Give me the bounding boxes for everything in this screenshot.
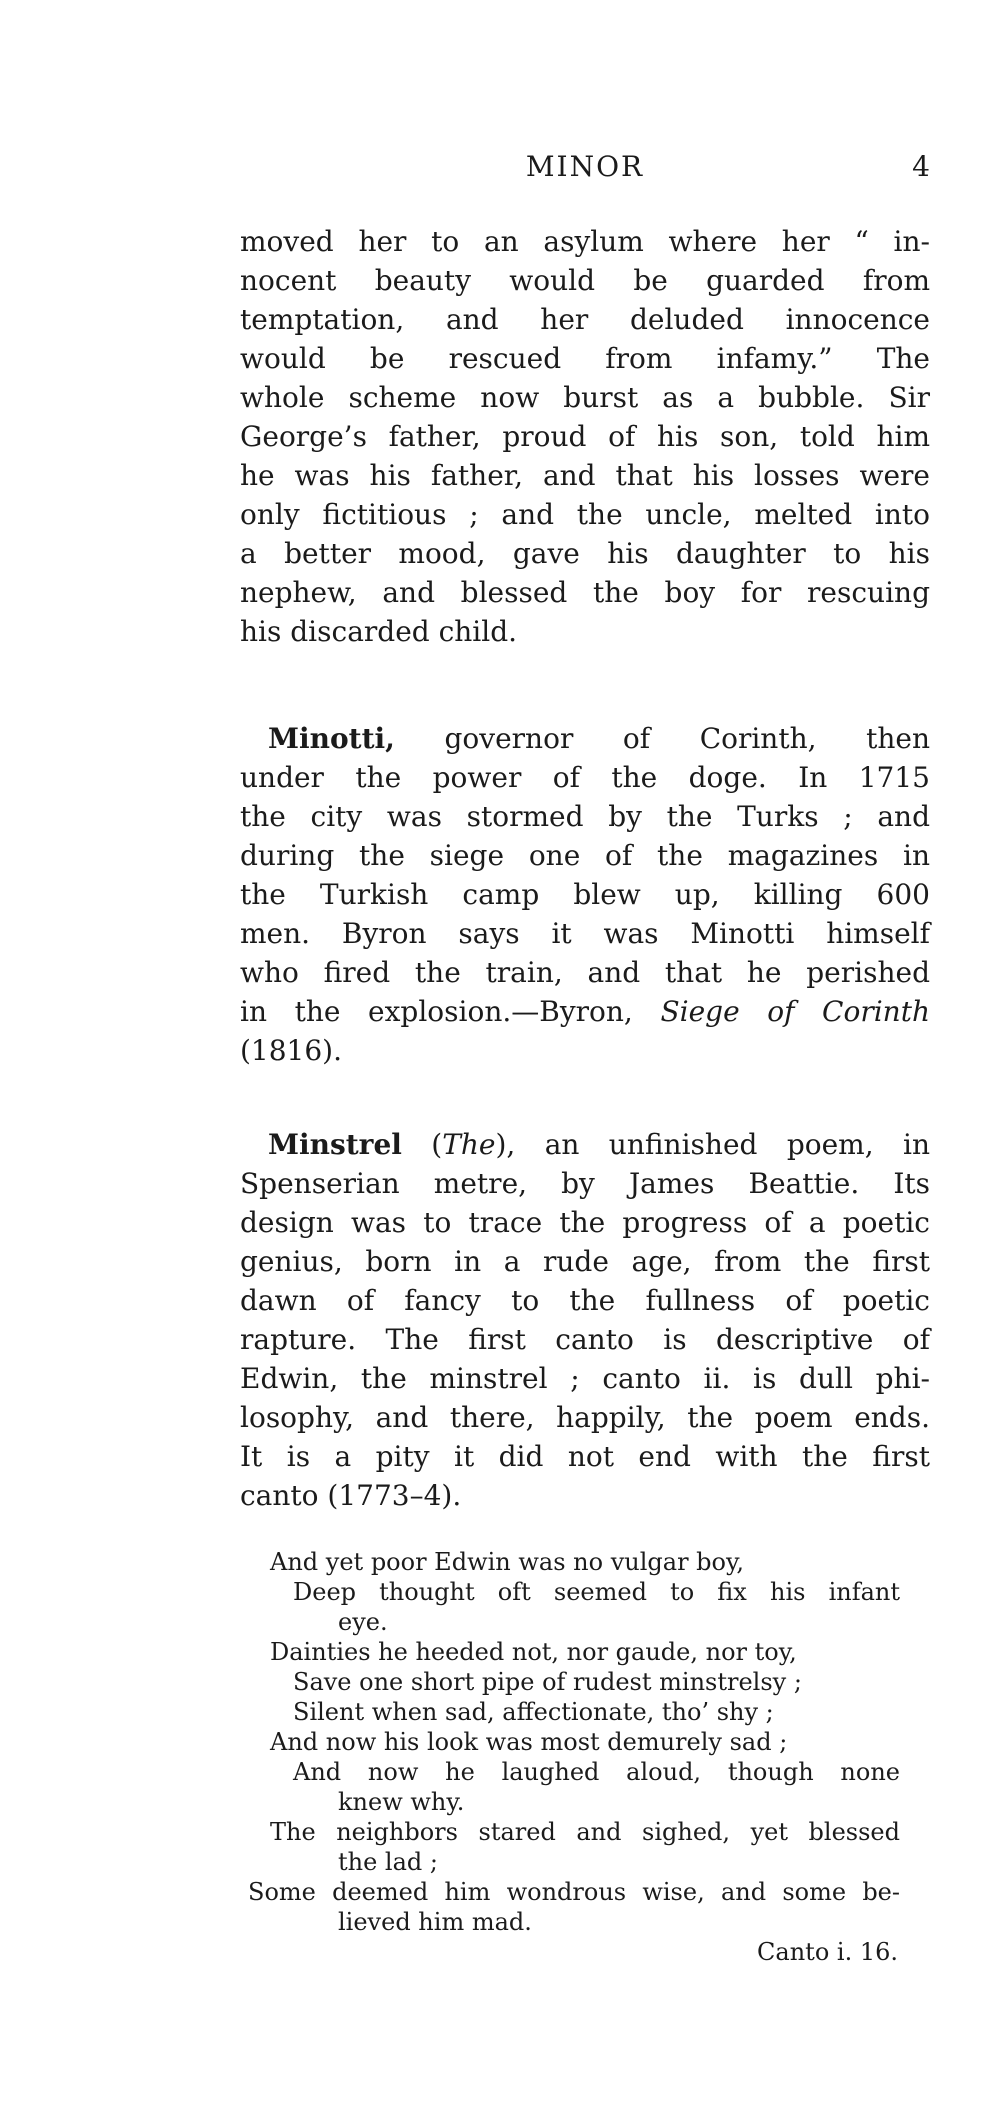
text-line: losophy, and there, happily, the poem ends.: [240, 1401, 930, 1434]
text-line: (1816).: [240, 1034, 343, 1067]
text-line: only fictitious ; and the uncle, melted into: [240, 498, 930, 531]
poem-line: And now his look was most demurely sad ;: [270, 1728, 788, 1756]
text-line: the city was stormed by the Turks ; and: [240, 800, 930, 833]
text-line: genius, born in a rude age, from the first: [240, 1245, 930, 1278]
entry-paragraph-minotti: [240, 719, 930, 1070]
poem-line: Deep thought oft seemed to fix his infant: [293, 1578, 900, 1606]
entry-term-minotti: Minotti,: [268, 722, 395, 755]
text-line: rapture. The first canto is descriptive of: [240, 1323, 930, 1356]
work-title-italic: Siege of Corinth: [660, 995, 930, 1028]
text-line: Edwin, the minstrel ; canto ii. is dull phi-: [240, 1362, 930, 1395]
text-line: the Turkish camp blew up, killing 600: [240, 878, 930, 911]
text-line: a better mood, gave his daughter to his: [240, 537, 930, 570]
text-line: George’s father, proud of his son, told him: [240, 420, 930, 453]
poem-line: And now he laughed aloud, though none: [293, 1758, 900, 1786]
article-italic: The: [442, 1128, 496, 1161]
text-segment: (: [401, 1128, 443, 1161]
poem-line: lieved him mad.: [338, 1908, 532, 1936]
text-line: whole scheme now burst as a bubble. Sir: [240, 381, 930, 414]
poem-attribution: Canto i. 16.: [757, 1938, 898, 1966]
text-line: [240, 1125, 930, 1164]
text-line: he was his father, and that his losses were: [240, 459, 930, 492]
text-line: during the siege one of the magazines in: [240, 839, 930, 872]
text-line: It is a pity it did not end with the first: [240, 1440, 930, 1473]
text-line: design was to trace the progress of a poetic: [240, 1206, 930, 1239]
page-number: 4: [912, 150, 930, 183]
text-segment: ), an unfinished poem, in: [495, 1128, 930, 1161]
text-line: [240, 719, 930, 758]
poem-line: Silent when sad, affectionate, tho’ shy ;: [293, 1698, 774, 1726]
text-line: under the power of the doge. In 1715: [240, 761, 930, 794]
entry-term-minstrel: Minstrel: [268, 1128, 402, 1161]
poem-quotation: [248, 1547, 900, 1967]
text-line: [240, 992, 930, 1031]
text-line: his discarded child.: [240, 615, 518, 648]
poem-line: And yet poor Edwin was no vulgar boy,: [270, 1548, 744, 1576]
text-line: nephew, and blessed the boy for rescuing: [240, 576, 930, 609]
poem-line: knew why.: [338, 1788, 465, 1816]
text-line: who fired the train, and that he perished: [240, 956, 930, 989]
text-segment: in the explosion.—Byron,: [240, 995, 661, 1028]
text-line: canto (1773–4).: [240, 1479, 462, 1512]
text-line: moved her to an asylum where her “ in-: [240, 225, 930, 258]
text-segment: governor of Corinth, then: [394, 722, 930, 755]
running-head: [240, 150, 930, 184]
page-title: MINOR: [525, 150, 645, 183]
text-line: would be rescued from infamy.” The: [240, 342, 930, 375]
text-line: dawn of fancy to the fullness of poetic: [240, 1284, 930, 1317]
poem-line: The neighbors stared and sighed, yet blessed: [270, 1818, 900, 1846]
poem-line: Save one short pipe of rudest minstrelsy ;: [293, 1668, 802, 1696]
text-line: men. Byron says it was Minotti himself: [240, 917, 930, 950]
poem-line: the lad ;: [338, 1848, 438, 1876]
entry-paragraph-minor-continuation: [240, 222, 930, 651]
text-line: temptation, and her deluded innocence: [240, 303, 930, 336]
poem-line: Dainties he heeded not, nor gaude, nor toy,: [270, 1638, 797, 1666]
text-line: Spenserian metre, by James Beattie. Its: [240, 1167, 930, 1200]
entry-paragraph-minstrel: [240, 1125, 930, 1515]
poem-line: eye.: [338, 1608, 388, 1636]
text-line: nocent beauty would be guarded from: [240, 264, 930, 297]
poem-line: Some deemed him wondrous wise, and some be-: [248, 1878, 900, 1906]
